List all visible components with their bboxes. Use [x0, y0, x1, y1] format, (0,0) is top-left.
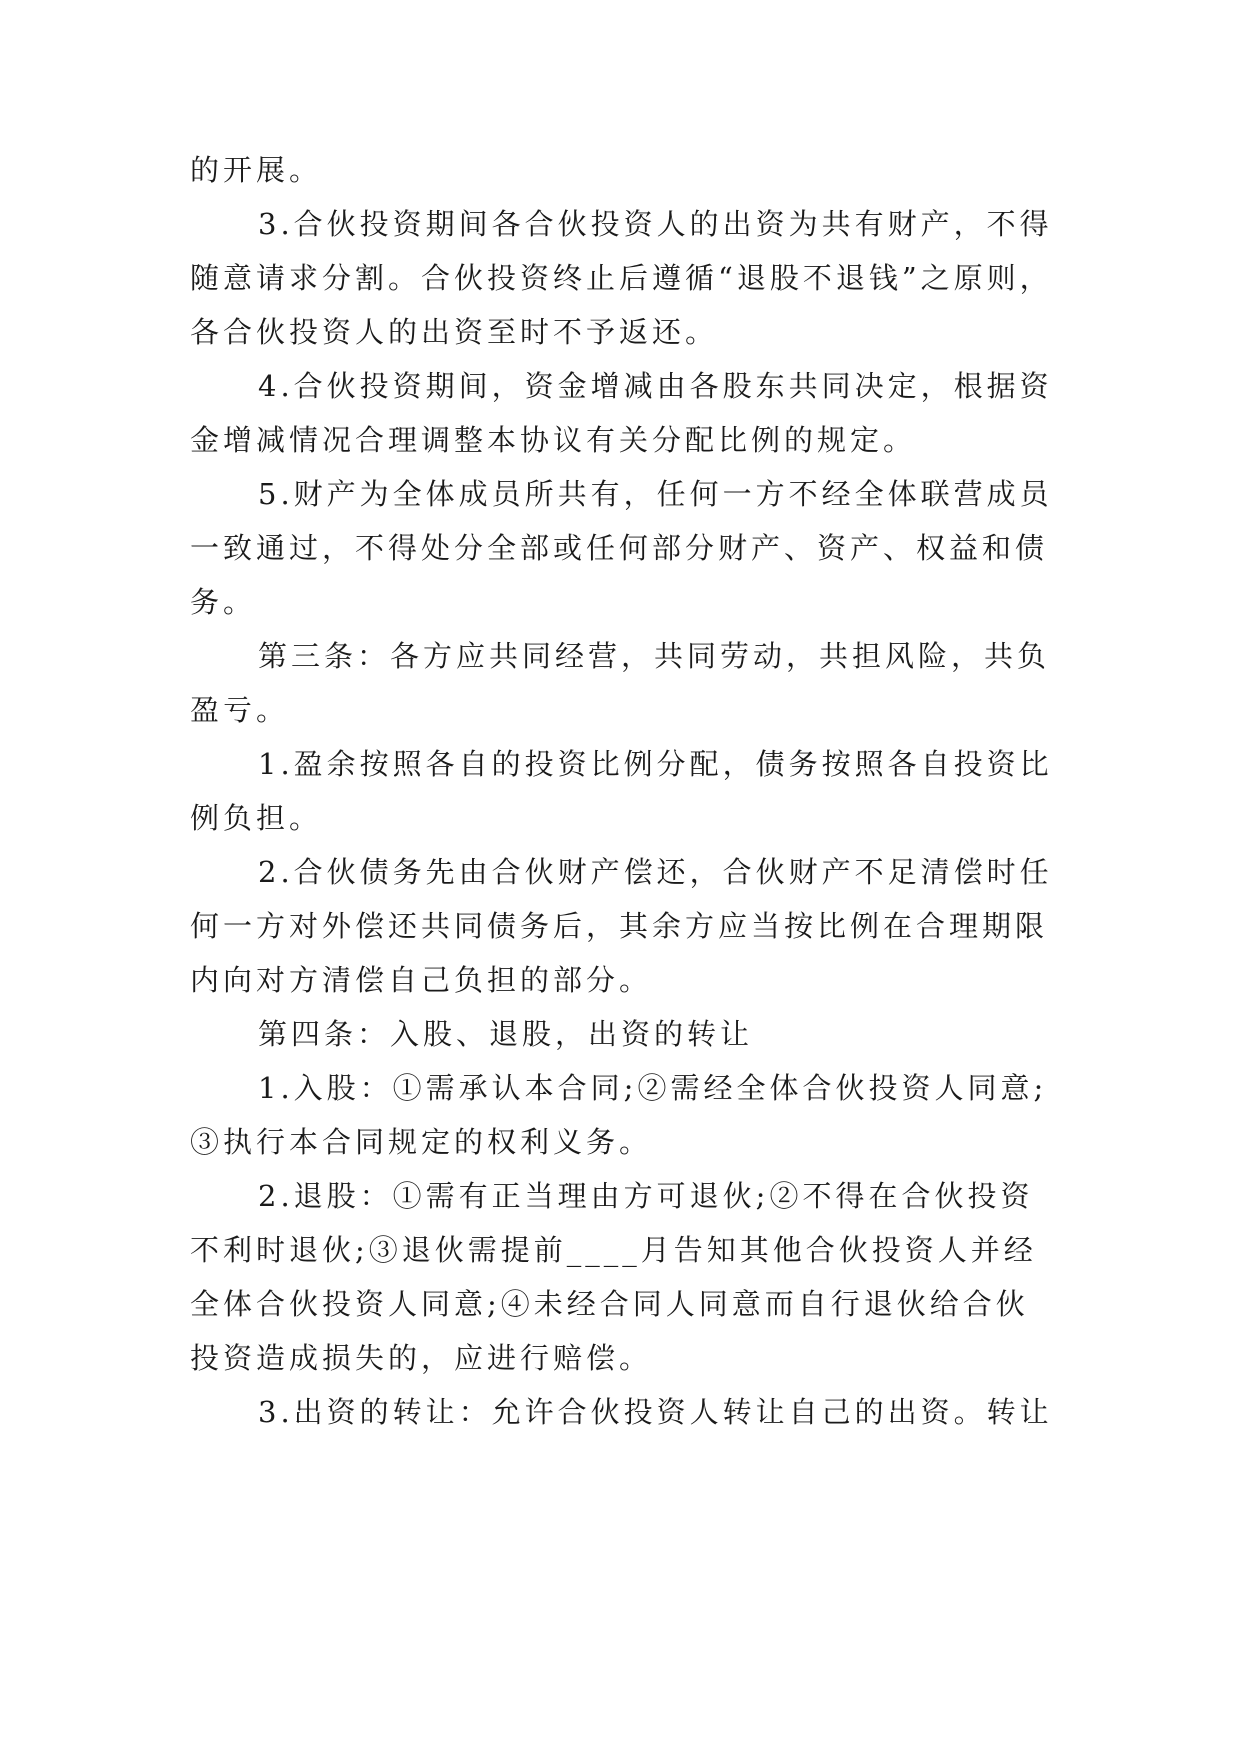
paragraph-line: 第四条：入股、退股，出资的转让 [258, 1017, 754, 1051]
paragraph-line: ③执行本合同规定的权利义务。 [190, 1125, 653, 1159]
paragraph-line: 各合伙投资人的出资至时不予返还。 [190, 315, 719, 349]
paragraph-line: 金增减情况合理调整本协议有关分配比例的规定。 [190, 423, 917, 457]
paragraph-line: 5.财产为全体成员所共有，任何一方不经全体联营成员 [258, 477, 1053, 511]
paragraph-line: 一致通过，不得处分全部或任何部分财产、资产、权益和债 [190, 531, 1049, 565]
paragraph-line: 务。 [190, 585, 257, 619]
paragraph-line: 3.合伙投资期间各合伙投资人的出资为共有财产，不得 [258, 207, 1053, 241]
paragraph-line: 随意请求分割。合伙投资终止后遵循“退股不退钱”之原则， [190, 261, 1053, 295]
paragraph-line: 的开展。 [190, 153, 323, 187]
paragraph-line: 内向对方清偿自己负担的部分。 [190, 963, 653, 997]
paragraph-line: 4.合伙投资期间，资金增减由各股东共同决定，根据资 [258, 369, 1053, 403]
paragraph-line: 2.合伙债务先由合伙财产偿还，合伙财产不足清偿时任 [258, 855, 1053, 889]
paragraph-line: 投资造成损失的，应进行赔偿。 [190, 1341, 653, 1375]
paragraph-line: 2.退股：①需有正当理由方可退伙;②不得在合伙投资 [258, 1179, 1034, 1213]
paragraph-line: 例负担。 [190, 801, 323, 835]
paragraph-line: 第三条：各方应共同经营，共同劳动，共担风险，共负 [258, 639, 1051, 673]
paragraph-line: 盈亏。 [190, 693, 290, 727]
paragraph-line: 全体合伙投资人同意;④未经合同人同意而自行退伙给合伙 [190, 1287, 1029, 1321]
paragraph-line: 不利时退伙;③退伙需提前____月告知其他合伙投资人并经 [190, 1233, 1037, 1267]
paragraph-line: 1.盈余按照各自的投资比例分配，债务按照各自投资比 [258, 747, 1053, 781]
paragraph-line: 何一方对外偿还共同债务后，其余方应当按比例在合理期限 [190, 909, 1049, 943]
paragraph-line: 3.出资的转让：允许合伙投资人转让自己的出资。转让 [258, 1395, 1053, 1429]
paragraph-line: 1.入股：①需承认本合同;②需经全体合伙投资人同意; [258, 1071, 1048, 1105]
